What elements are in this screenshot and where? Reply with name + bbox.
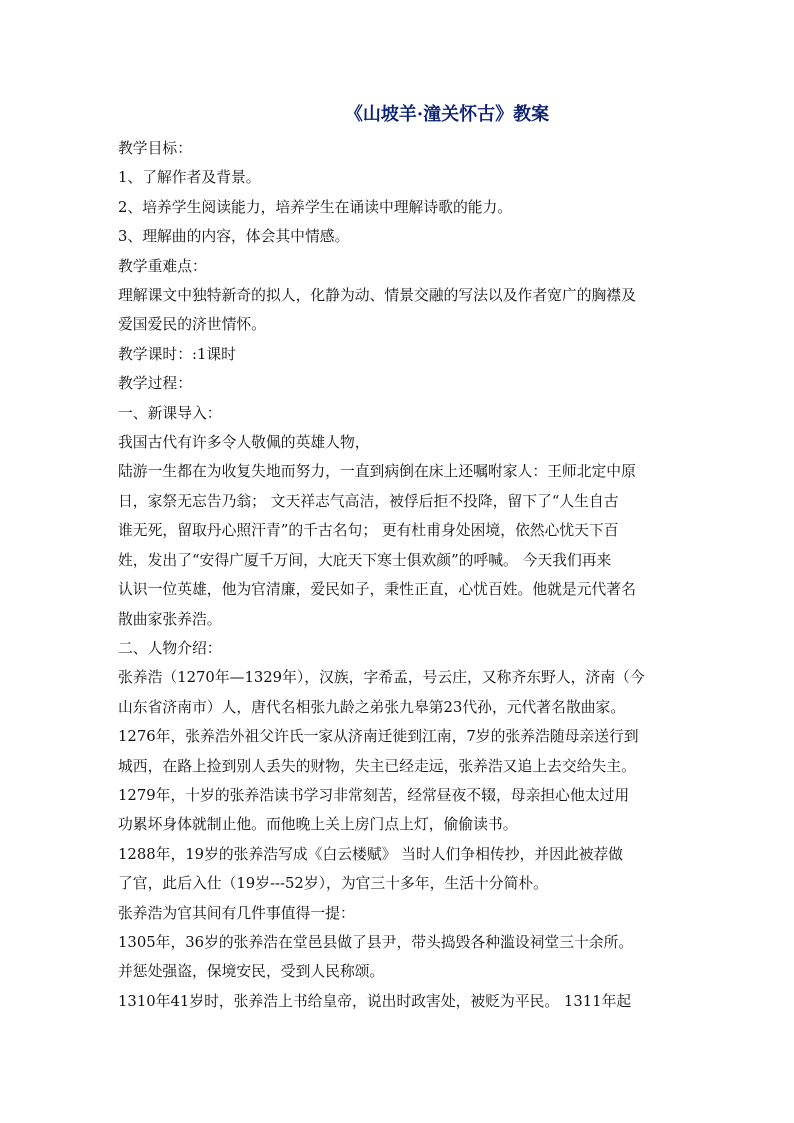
text-line: 1288年，19岁的张养浩写成《白云楼赋》 当时人们争相传抄，并因此被荐做 [118,845,624,863]
text-line: 我国古代有许多令人敬佩的英雄人物， [118,434,370,452]
text-line: 1305年，36岁的张养浩在堂邑县做了县尹，带头捣毁各种滥设祠堂三十余所。 [118,933,634,951]
text-line: 谁无死，留取丹心照汗青”的千古名句； 更有杜甫身处困境，依然心忧天下百 [118,522,619,540]
text-line: 姓，发出了“安得广厦千万间，大庇天下寒士俱欢颜”的呼喊。 今天我们再来 [118,551,612,569]
text-line: 教学重难点： [118,257,207,275]
text-line: 教学目标： [118,140,192,157]
text-line: 2、培养学生阅读能力，培养学生在诵读中理解诗歌的能力。 [118,198,513,216]
text-line: 山东省济南市）人，唐代名相张九龄之弟张九皋第23代孙，元代著名散曲家。 [118,698,626,716]
text-line: 张养浩为官其间有几件事值得一提： [118,904,355,922]
text-line: 教学课时：:1课时 [118,345,236,363]
text-line: 1、了解作者及背景。 [118,169,261,187]
text-line: 爱国爱民的济世情怀。 [118,316,266,334]
document-body [118,134,678,1016]
text-line: 一、新课导入： [118,404,222,422]
document-title: 《山坡羊·潼关怀古》教案 [344,104,550,125]
text-line: 认识一位英雄，他为官清廉，爱民如子，秉性正直，心忧百姓。他就是元代著名 [118,581,636,599]
text-line: 日，家祭无忘告乃翁； 文天祥志气高洁，被俘后拒不投降，留下了“人生自古 [118,492,619,510]
text-line: 理解课文中独特新奇的拟人，化静为动、情景交融的写法以及作者宽广的胸襟及 [118,287,636,305]
text-line: 并惩处强盗，保境安民，受到人民称颂。 [118,963,385,981]
text-line: 1276年，张养浩外祖父许氏一家从济南迁徙到江南，7岁的张养浩随母亲送行到 [118,728,639,746]
text-line: 散曲家张养浩。 [118,610,222,628]
text-line: 城西，在路上捡到别人丢失的财物，失主已经走远，张养浩又追上去交给失主。 [118,757,636,775]
text-line: 了官，此后入仕（19岁---52岁），为官三十多年，生活十分简朴。 [118,875,548,893]
text-line: 功累坏身体就制止他。而他晚上关上房门点上灯，偷偷读书。 [118,816,518,834]
text-line: 张养浩（1270年—1329年），汉族，字希孟，号云庄，又称齐东野人，济南（今 [118,669,645,687]
text-line: 3、理解曲的内容，体会其中情感。 [118,228,350,246]
text-line: 1279年，十岁的张养浩读书学习非常刻苦，经常昼夜不辍，母亲担心他太过用 [118,786,630,804]
text-line: 1310年41岁时，张养浩上书给皇帝，说出时政害处，被贬为平民。 1311年起 [118,992,632,1010]
text-line: 陆游一生都在为收复失地而努力，一直到病倒在床上还嘱咐家人：王师北定中原 [118,463,636,481]
text-line: 教学过程： [118,375,192,393]
text-line: 二、人物介绍： [118,639,222,657]
